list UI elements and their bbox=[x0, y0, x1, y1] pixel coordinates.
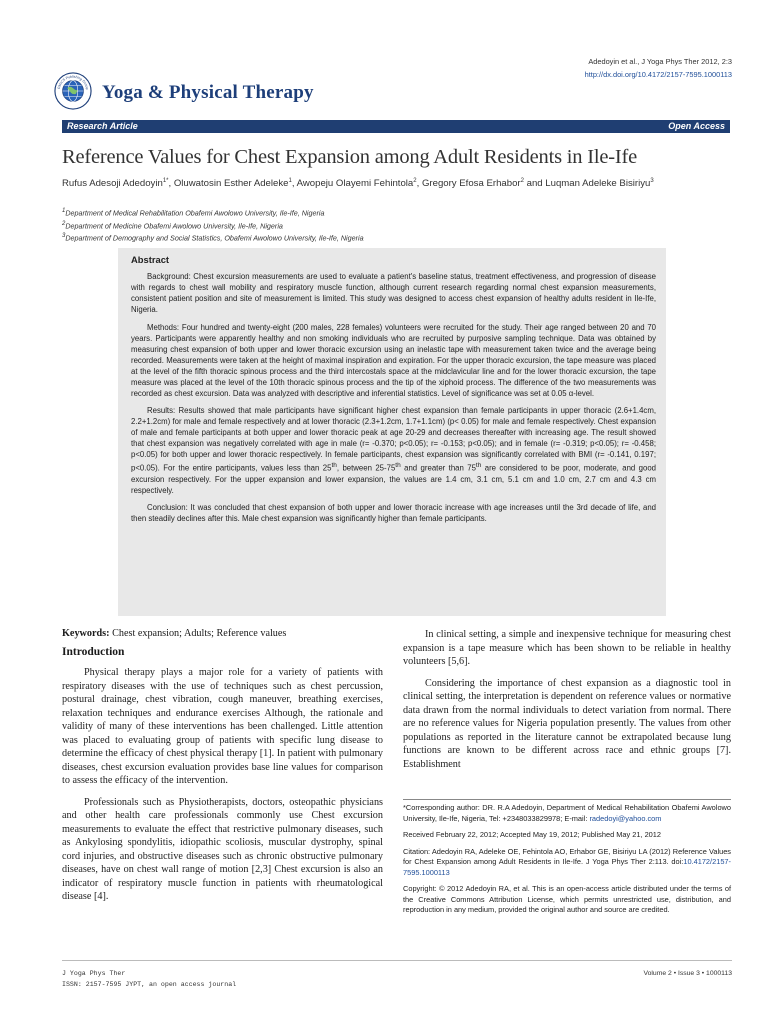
abstract-methods: Methods: Four hundred and twenty-eight (200 males, 228 females) volunteers were recruited for the study. Their age ranged between 20 and 70 years. Participants were apparently healthy and non smoking individuals who are recruited by purposive sampling technique. Data was obtained by measuring chest expansion of both upper and lower thoracic excursion using an inelastic tape with measurement taken twice and the average being recorded. Measurements were taken at the height of maximal inspiration and expiration. For the upper thoracic excursion, the tape measure was placed at the level of the fifth thoracic spinous process and the third intercostals space at the midclavicular line and for the lower thoracic excursion, the tape measure was placed at the level of the 10th thoracic spinous process and the tip of the xiphoid process. The difference of the two measurements was recorded as chest excursion. Data was analyzed with descriptive and inferential statistics. Level of significance was set at 0.05 α-level. bbox=[131, 322, 656, 398]
header-citation: Adedoyin et al., J Yoga Phys Ther 2012, 2:3 bbox=[588, 57, 732, 66]
author-name: Oluwatosin Esther Adeleke bbox=[173, 178, 289, 190]
citation-note: Citation: Adedoyin RA, Adeleke OE, Fehintola AO, Erhabor GE, Bisiriyu LA (2012) Reference Values for Chest Expansion among Adult Residents in Ile-Ife. J Yoga Phys Ther 2:113. doi:10.4172/2157-7595.1000113 bbox=[403, 846, 731, 877]
correspondence-box bbox=[403, 799, 731, 922]
author-name: Luqman Adeleke Bisiriyu bbox=[545, 178, 651, 190]
right-column bbox=[403, 628, 731, 779]
author-affiliation-marker: 1 bbox=[288, 178, 292, 184]
article-title: Reference Values for Chest Expansion among Adult Residents in Ile-Ife bbox=[62, 146, 638, 168]
footer-issn: ISSN: 2157-7595 JYPT, an open access journal bbox=[62, 981, 237, 988]
article-type-label: Research Article bbox=[67, 121, 138, 131]
abstract-box bbox=[118, 248, 666, 616]
affiliation-list bbox=[62, 206, 722, 244]
author-affiliation-marker: 1* bbox=[162, 178, 169, 184]
author-email-link[interactable]: radedoyi@yahoo.com bbox=[589, 813, 662, 823]
author-name: Rufus Adesoji Adedoyin bbox=[62, 178, 163, 190]
intro-paragraph-4: Considering the importance of chest expansion as a diagnostic tool in clinical setting, the interpretation is dependent on reference values or normative data drawn from the normal individuals to detect variation from normal. There are no reference values for Nigeria population presently. The values from other populations as reported in the literature cannot be extrapolated because lung functions are known to be different across race and ethnic groups [7]. Establishment bbox=[403, 677, 731, 770]
keywords-line bbox=[62, 628, 383, 639]
footer-journal: J Yoga Phys Ther bbox=[62, 970, 126, 977]
intro-paragraph-2: Professionals such as Physiotherapists, doctors, osteopathic physicians and other health care professionals commonly use Chest excursion measurements to evaluate the effect that restrictive pulmonary diseases, such as Ankylosing spondylitis, idiopathic scoliosis, muscular dystrophy, spinal cord injuries, and obstructive diseases such as chronic obstructive pulmonary diseases, have on chest wall range of motion [2,3] Chest excursion is also an indicator of respiratory muscle function in patients with rheumatological disease [4]. bbox=[62, 796, 383, 902]
footer-volume: Volume 2 • Issue 3 • 1000113 bbox=[643, 970, 732, 977]
author-affiliation-marker: 2 bbox=[413, 178, 417, 184]
affiliation-line: $^1$Department of Medical Rehabilitation Obafemi Awolowo University, Ile-Ife, Nigeria bbox=[62, 208, 325, 218]
logo-arc-text: OMICS Publishing Group bbox=[56, 74, 90, 90]
header-doi-link[interactable]: http://dx.doi.org/10.4172/2157-7595.1000113 bbox=[584, 70, 732, 79]
author-affiliation-marker: 3 bbox=[650, 178, 654, 184]
author-name: Gregory Efosa Erhabor bbox=[421, 178, 521, 190]
left-column bbox=[62, 628, 383, 912]
abstract-results: Results: Results showed that male participants have significant higher chest expansion than female participants in upper thoracic (2.6+1.4cm, 2.2+1.2cm) for male and female respectively and at lower thoracic (2.3+1.2cm, 1.7+1.1cm) (p< 0.05) for male and female respectively. Chest expansion of male and female participants at both upper and lower thoracic peak at age 20-29 and decreases thereafter with increasing age. The result showed that chest expansion was negatively correlated with age in male (r= -0.370; p<0.05); r= -0.153; p<0.05); and in female (r= -0.319; p<0.05); r= -0.458; p<0.05) for both upper and lower thoracic respectively. In female participants, chest expansion was significantly correlated with BMI (r= -0.141, 0.197; p<0.05). For the entire participants, values less than 25th, between 25-75th and greater than 75th are considered to be poor, moderate, and good excursion respectively. For the upper expansion and lower expansion, the values are 1.4 cm, 3.1 cm, 5.1 cm and 1.0 cm, 2.7 cm and 4.3 cm respectively. bbox=[131, 406, 657, 495]
intro-paragraph-1: Physical therapy plays a major role for a variety of patients with respiratory diseases with the use of techniques such as chest percussion, postural drainage, chest vibration, cough maneuver, breathing exercises, relaxation techniques and endurance exercises Although, the rationale and validity of many of these interventions has been challenged. Little attention was placed to evaluating group of patients with specific lung disease to determine the efficacy of chest physical therapy [1]. In patient with pulmonary diseases, chest excursion evaluation provides base line values for comparison to assess the efficacy of the intervention. bbox=[62, 667, 383, 786]
page-footer bbox=[62, 960, 732, 990]
corresponding-author: *Corresponding author: DR. R.A Adedoyin, Department of Medical Rehabilitation Obafemi Awolowo University, Ile-Ife, Nigeria, Tel: +2348033829978; E-mail: radedoyi@yahoo.com bbox=[403, 803, 731, 823]
author-affiliation-marker: 2 bbox=[520, 178, 524, 184]
keywords-label: Keywords: bbox=[62, 628, 110, 639]
affiliation-line: $^3$Department of Demography and Social Statistics, Obafemi Awolowo University, Ile-Ife, Nigeria bbox=[62, 233, 364, 243]
intro-paragraph-3: In clinical setting, a simple and inexpensive technique for measuring chest expansion is a tape measure which has been shown to be reliable in healthy volunteers [5,6]. bbox=[403, 629, 731, 667]
citation-doi-link[interactable]: 10.4172/2157-7595.1000113 bbox=[403, 857, 731, 877]
header-citation-block bbox=[585, 55, 732, 81]
journal-name: Yoga & Physical Therapy bbox=[102, 82, 314, 103]
keywords-text: Chest expansion; Adults; Reference values bbox=[109, 628, 287, 639]
publication-dates: Received February 22, 2012; Accepted May 19, 2012; Published May 21, 2012 bbox=[403, 830, 662, 839]
author-list: Rufus Adesoji Adedoyin$^{1*}$, Oluwatosin Esther Adeleke$^1$, Awopeju Olayemi Fehintola$^2$, Gregory Efosa Erhabor$^2$ and Luqman Adeleke Bisiriyu$^3$ bbox=[62, 178, 654, 190]
author-name: Awopeju Olayemi Fehintola bbox=[296, 178, 414, 190]
article-type-bar bbox=[62, 120, 730, 133]
abstract-conclusion: Conclusion: It was concluded that chest expansion of both upper and lower thoracic increase with age increases until the 3rd decade of life, and then steadily declines after this. Male chest expansion was significantly higher than female participants. bbox=[131, 503, 656, 524]
journal-globe-logo-icon bbox=[54, 72, 92, 110]
copyright-note: Copyright: © 2012 Adedoyin RA, et al. This is an open-access article distributed under the terms of the Creative Commons Attribution License, which permits unrestricted use, distribution, and reproduction in any medium, provided the original author and source are credited. bbox=[403, 884, 731, 914]
abstract-background: Background: Chest excursion measurements are used to evaluate a patient's baseline status, treatment effectiveness, and progression of disease with regards to chest wall mobility and respiratory muscle function, although current research regarding normal chest expansion measurements, consistent patient position and site of measurement is limited. This study was designed to access chest expansion of healthy adults resident in Ile-Ife, Nigeria. bbox=[131, 272, 656, 314]
open-access-label: Open Access bbox=[668, 121, 725, 131]
abstract-heading: Abstract bbox=[131, 254, 170, 265]
affiliation-line: $^2$Department of Medicine Obafemi Awolowo University, Ile-Ife, Nigeria bbox=[62, 220, 283, 231]
introduction-heading: Introduction bbox=[62, 646, 125, 658]
